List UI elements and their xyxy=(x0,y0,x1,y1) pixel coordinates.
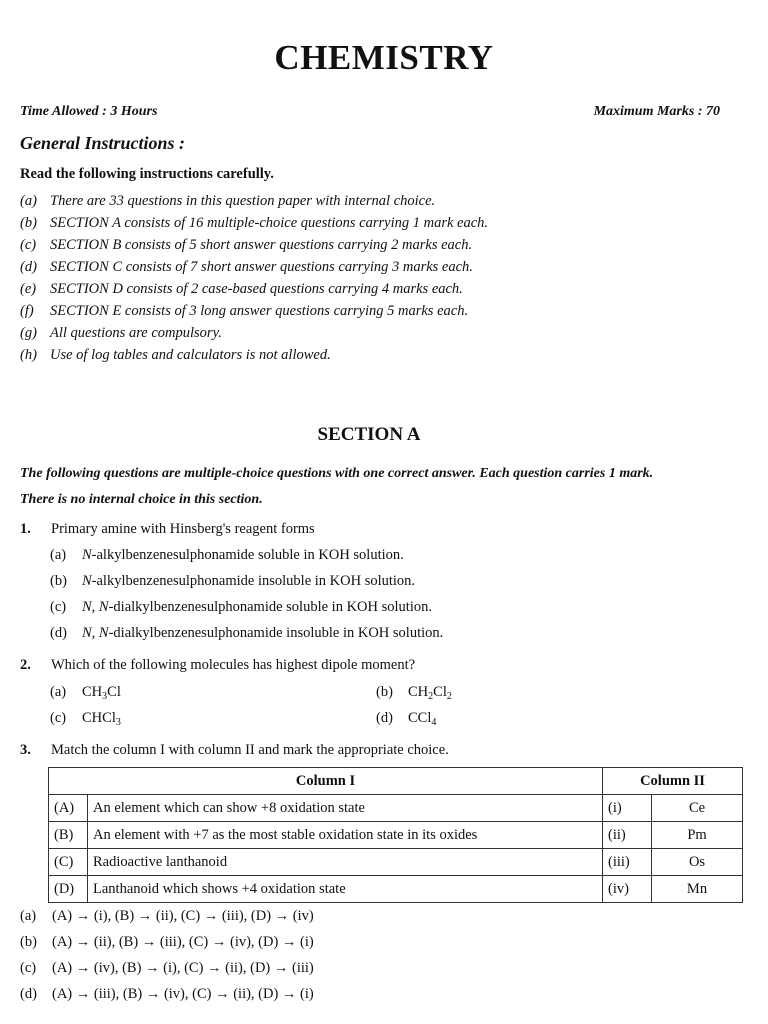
instruction-text: SECTION A consists of 16 multiple-choice questions carrying 1 mark each. xyxy=(50,215,489,231)
page-title: CHEMISTRY xyxy=(274,38,494,77)
instruction-item xyxy=(20,212,488,234)
instruction-label: (d) xyxy=(20,259,37,275)
table-row xyxy=(49,822,743,849)
instruction-item xyxy=(20,300,488,322)
option-text: (A) → (iii), (B) → (iv), (C) → (ii), (D) → (i) xyxy=(52,986,314,1002)
q1-option-b xyxy=(50,573,415,590)
question-number: 3. xyxy=(20,742,31,758)
row-numeral: (i) xyxy=(603,795,652,822)
instruction-label: (a) xyxy=(20,193,37,209)
question-stem: Match the column I with column II and mark the appropriate choice. xyxy=(51,742,449,758)
formula xyxy=(82,684,121,700)
option-text: (A) → (iv), (B) → (i), (C) → (ii), (D) → (iii) xyxy=(52,960,314,976)
instruction-item xyxy=(20,278,488,300)
q1-option-a xyxy=(50,547,404,564)
option-label: (b) xyxy=(50,573,67,589)
table-row xyxy=(49,795,743,822)
general-instructions-subheading: Read the following instructions carefully. xyxy=(20,166,274,182)
row-value: Pm xyxy=(652,822,743,849)
section-a-heading: SECTION A xyxy=(317,424,421,445)
formula-subscript: 4 xyxy=(431,717,437,728)
q2-option-a xyxy=(50,684,121,702)
row-value: Os xyxy=(652,849,743,876)
section-instruction-line: The following questions are multiple-choice questions with one correct answer. Each question carries 1 mark. xyxy=(20,466,654,481)
q3-option-d xyxy=(20,986,314,1003)
option-label: (d) xyxy=(20,986,37,1002)
option-label: (a) xyxy=(50,684,67,700)
q2-option-c xyxy=(50,710,121,728)
instruction-label: (f) xyxy=(20,303,34,319)
instructions-list xyxy=(20,190,488,366)
formula xyxy=(82,710,121,726)
formula-part: CHCl xyxy=(82,710,116,726)
row-value: Ce xyxy=(652,795,743,822)
option-label: (c) xyxy=(50,710,67,726)
formula xyxy=(408,710,436,726)
formula-part: Cl xyxy=(107,684,121,700)
q1-option-c xyxy=(50,599,432,616)
formula-subscript: 3 xyxy=(115,717,121,728)
row-value: Mn xyxy=(652,876,743,903)
option-text: -dialkylbenzenesulphonamide insoluble in KOH solution. xyxy=(108,625,444,641)
option-label: (c) xyxy=(50,599,67,615)
row-text: Lanthanoid which shows +4 oxidation state xyxy=(88,876,603,903)
option-label: (a) xyxy=(20,908,37,924)
section-instruction-line: There is no internal choice in this section. xyxy=(20,492,263,507)
q2-option-b xyxy=(376,684,452,702)
option-label: (c) xyxy=(20,960,37,976)
question-stem: Primary amine with Hinsberg's reagent forms xyxy=(51,521,315,537)
instruction-label: (b) xyxy=(20,215,37,231)
instruction-label: (h) xyxy=(20,347,37,363)
match-table xyxy=(48,767,743,903)
question-number: 2. xyxy=(20,657,31,673)
time-allowed: Time Allowed : 3 Hours xyxy=(20,104,158,119)
row-text: An element with +7 as the most stable oxidation state in its oxides xyxy=(88,822,603,849)
instruction-text: SECTION C consists of 7 short answer questions carrying 3 marks each. xyxy=(50,259,473,275)
option-text: -alkylbenzenesulphonamide insoluble in KOH solution. xyxy=(91,573,416,589)
option-label: (b) xyxy=(376,684,393,700)
row-label: (B) xyxy=(49,822,88,849)
option-prefix: N xyxy=(82,547,92,563)
row-numeral: (ii) xyxy=(603,822,652,849)
option-text: -alkylbenzenesulphonamide soluble in KOH solution. xyxy=(91,547,404,563)
general-instructions-heading: General Instructions : xyxy=(20,133,186,153)
instruction-text: SECTION B consists of 5 short answer questions carrying 2 marks each. xyxy=(50,237,473,253)
formula-subscript: 3 xyxy=(102,691,108,702)
instruction-item xyxy=(20,256,488,278)
instruction-label: (g) xyxy=(20,325,37,341)
column-1-header: Column I xyxy=(49,768,603,795)
q3-option-b xyxy=(20,934,314,951)
section-a-instructions xyxy=(20,461,740,513)
row-numeral: (iv) xyxy=(603,876,652,903)
formula-part: CH xyxy=(408,684,429,700)
table-row xyxy=(49,849,743,876)
instruction-item xyxy=(20,344,488,366)
instruction-label: (c) xyxy=(20,237,37,253)
instruction-text: Use of log tables and calculators is not allowed. xyxy=(50,347,331,363)
row-label: (C) xyxy=(49,849,88,876)
question-stem: Which of the following molecules has highest dipole moment? xyxy=(51,657,416,673)
formula-part: CCl xyxy=(408,710,432,726)
maximum-marks: Maximum Marks : 70 xyxy=(593,104,720,119)
formula-part: CH xyxy=(82,684,103,700)
q3-option-a xyxy=(20,908,314,925)
option-label: (b) xyxy=(20,934,37,950)
formula-subscript: 2 xyxy=(428,691,434,702)
option-text: (A) → (ii), (B) → (iii), (C) → (iv), (D) → (i) xyxy=(52,934,314,950)
option-label: (d) xyxy=(376,710,393,726)
row-label: (D) xyxy=(49,876,88,903)
q1-option-d xyxy=(50,625,443,642)
question-number: 1. xyxy=(20,521,31,537)
instruction-item xyxy=(20,234,488,256)
formula-subscript: 2 xyxy=(446,691,452,702)
option-prefix: N xyxy=(82,573,92,589)
instruction-item xyxy=(20,322,488,344)
row-text: An element which can show +8 oxidation state xyxy=(88,795,603,822)
row-numeral: (iii) xyxy=(603,849,652,876)
instruction-label: (e) xyxy=(20,281,37,297)
option-text: -dialkylbenzenesulphonamide soluble in KOH solution. xyxy=(108,599,432,615)
instruction-item xyxy=(20,190,488,212)
option-label: (a) xyxy=(50,547,67,563)
instruction-text: SECTION D consists of 2 case-based questions carrying 4 marks each. xyxy=(50,281,463,297)
table-row xyxy=(49,876,743,903)
table-header-row xyxy=(49,768,743,795)
option-prefix: N, N xyxy=(82,599,109,615)
option-prefix: N, N xyxy=(82,625,109,641)
formula xyxy=(408,684,452,700)
option-label: (d) xyxy=(50,625,67,641)
option-text: (A) → (i), (B) → (ii), (C) → (iii), (D) → (iv) xyxy=(52,908,314,924)
row-label: (A) xyxy=(49,795,88,822)
q2-option-d xyxy=(376,710,436,728)
column-2-header: Column II xyxy=(603,768,743,795)
formula-part: Cl xyxy=(433,684,447,700)
instruction-text: There are 33 questions in this question paper with internal choice. xyxy=(50,193,436,209)
q3-option-c xyxy=(20,960,314,977)
instruction-text: All questions are compulsory. xyxy=(50,325,222,341)
row-text: Radioactive lanthanoid xyxy=(88,849,603,876)
instruction-text: SECTION E consists of 3 long answer questions carrying 5 marks each. xyxy=(50,303,469,319)
